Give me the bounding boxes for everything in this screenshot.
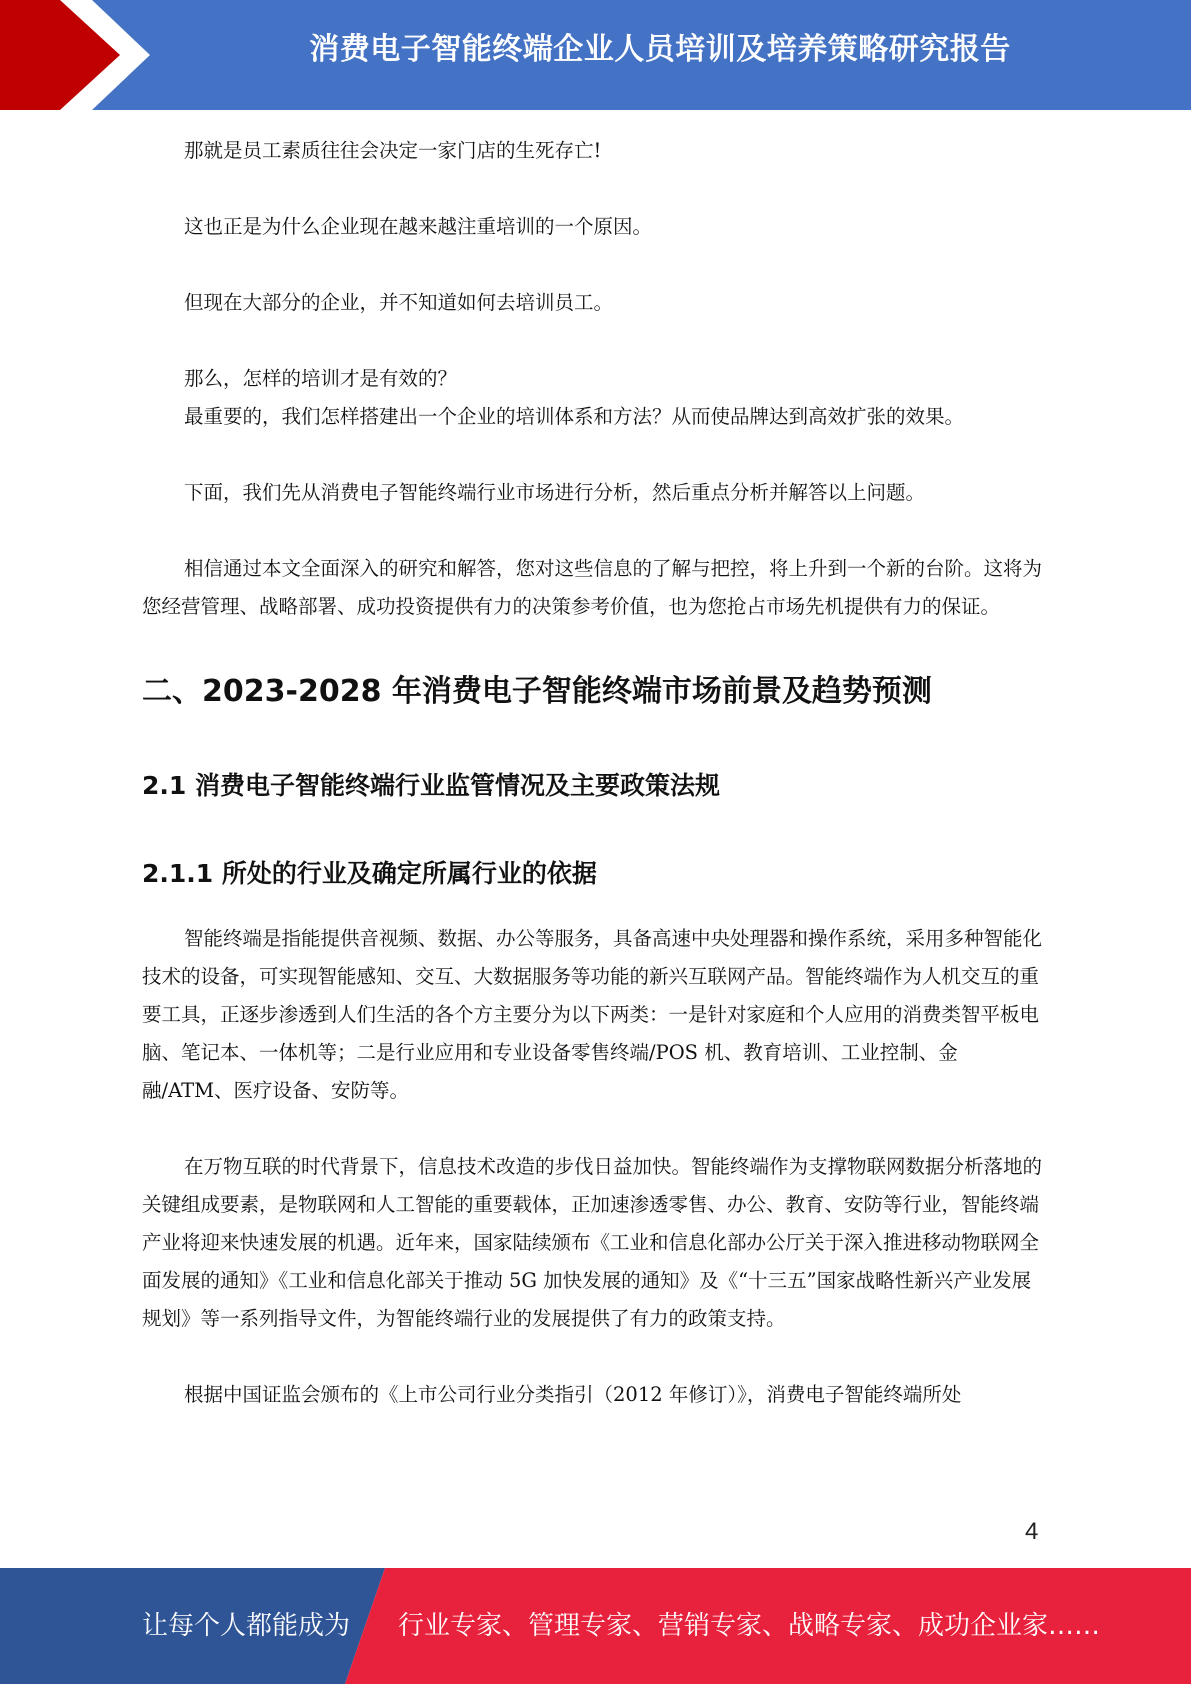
subsection-heading: 2.1 消费电子智能终端行业监管情况及主要政策法规 [142,771,720,800]
paragraph: 在万物互联的时代背景下，信息技术改造的步伐日益加快。智能终端作为支撑物联网数据分析落地的关键组成要素，是物联网和人工智能的重要载体，正加速渗透零售、办公、教育、安防等行业，智能终端产业将迎来快速发展的机遇。近年来，国家陆续颁布《工业和信息化部办公厅关于深入推进移动物联网全面发展的通知》《工业和信息化部关于推动 5G 加快发展的通知》及《“十三五”国家战略性新兴产业发展规划》等一系列指导文件，为智能终端行业的发展提供了有力的政策支持。 [142,1155,1043,1330]
paragraph: 那就是员工素质往往会决定一家门店的生死存亡! [184,139,602,162]
section-heading: 二、2023-2028 年消费电子智能终端市场前景及趋势预测 [142,674,932,709]
page-number: 4 [1025,1518,1039,1545]
footer-slogan-right: 行业专家、管理专家、营销专家、战略专家、成功企业家…… [398,1611,1101,1641]
subsubsection-heading: 2.1.1 所处的行业及确定所属行业的依据 [142,859,597,888]
paragraph: 根据中国证监会颁布的《上市公司行业分类指引（2012 年修订）》，消费电子智能终端所处 [184,1383,962,1406]
footer-slogan-left: 让每个人都能成为 [142,1611,351,1641]
paragraph: 最重要的，我们怎样搭建出一个企业的培训体系和方法？从而使品牌达到高效扩张的效果。 [184,405,965,428]
paragraph: 这也正是为什么企业现在越来越注重培训的一个原因。 [184,215,653,238]
page-header [0,0,1191,110]
paragraph: 下面，我们先从消费电子智能终端行业市场进行分析，然后重点分析并解答以上问题。 [184,481,926,504]
paragraph: 相信通过本文全面深入的研究和解答，您对这些信息的了解与把控，将上升到一个新的台阶。这将为您经营管理、战略部署、成功投资提供有力的决策参考价值，也为您抢占市场先机提供有力的保证。 [142,557,1043,618]
paragraph: 但现在大部分的企业，并不知道如何去培训员工。 [184,291,614,314]
document-body [142,132,1047,1414]
page-footer [0,1568,1191,1684]
paragraph: 那么，怎样的培训才是有效的？ [184,367,458,390]
paragraph: 智能终端是指能提供音视频、数据、办公等服务，具备高速中央处理器和操作系统，采用多种智能化技术的设备，可实现智能感知、交互、大数据服务等功能的新兴互联网产品。智能终端作为人机交互的重要工具，正逐步渗透到人们生活的各个方主要分为以下两类：一是针对家庭和个人应用的消费类智平板电脑、笔记本、一体机等；二是行业应用和专业设备零售终端/POS 机、教育培训、工业控制、金融/ATM、医疗设备、安防等。 [142,927,1043,1102]
report-title: 消费电子智能终端企业人员培训及培养策略研究报告 [309,32,1011,67]
